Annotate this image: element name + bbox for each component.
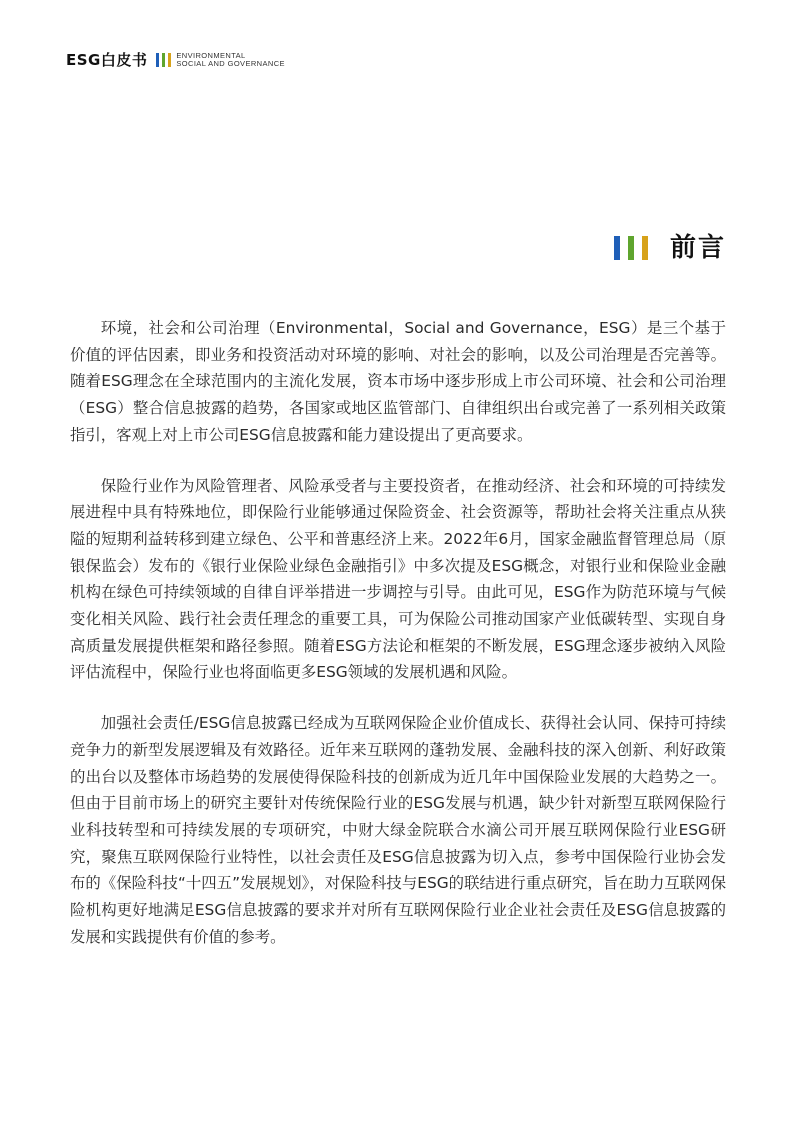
heading-green-bar: [628, 236, 634, 260]
paragraph-3: 加强社会责任/ESG信息披露已经成为互联网保险企业价值成长、获得社会认同、保持可持续竞争力的新型发展逻辑及有效路径。近年来互联网的蓬勃发展、金融科技的深入创新、利好政策的出台以及整体市场趋势的发展使得保险科技的创新成为近几年中国保险业发展的大趋势之一。但由于目前市场上的研究主要针对传统保险行业的ESG发展与机遇，缺少针对新型互联网保险行业科技转型和可持续发展的专项研究，中财大绿金院联合水滴公司开展互联网保险行业ESG研究，聚焦互联网保险行业特性，以社会责任及ESG信息披露为切入点，参考中国保险行业协会发布的《保险科技“十四五”发展规划》，对保险科技与ESG的联结进行重点研究，旨在助力互联网保险机构更好地满足ESG信息披露的要求并对所有互联网保险行业企业社会责任及ESG信息披露的发展和实践提供有价值的参考。: [70, 714, 726, 946]
heading-blue-bar: [614, 236, 620, 260]
paragraph-1: 环境，社会和公司治理（Environmental，Social and Governance，ESG）是三个基于价值的评估因素，即业务和投资活动对环境的影响、对社会的影响，以及公司治理是否完善等。随着ESG理念在全球范围内的主流化发展，资本市场中逐步形成上市公司环境、社会和公司治理（ESG）整合信息披露的趋势，各国家或地区监管部门、自律组织出台或完善了一系列相关政策指引，客观上对上市公司ESG信息披露和能力建设提出了更高要求。: [70, 319, 726, 444]
paragraph-2: 保险行业作为风险管理者、风险承受者与主要投资者，在推动经济、社会和环境的可持续发展进程中具有特殊地位，即保险行业能够通过保险资金、社会资源等，帮助社会将关注重点从狭隘的短期利益转移到建立绿色、公平和普惠经济上来。2022年6月，国家金融监督管理总局（原银保监会）发布的《银行业保险业绿色金融指引》中多次提及ESG概念，对银行业和保险业金融机构在绿色可持续领域的自律自评举措进一步调控与引导。由此可见，ESG作为防范环境与气候变化相关风险、践行社会责任理念的重要工具，可为保险公司推动国家产业低碳转型、实现自身高质量发展提供框架和路径参照。随着ESG方法论和框架的不断发展，ESG理念逐步被纳入风险评估流程中，保险行业也将面临更多ESG领域的发展机遇和风险。: [70, 476, 726, 682]
gold-bar: [168, 53, 171, 67]
brand-subtitle-line2: SOCIAL AND GOVERNANCE: [176, 59, 285, 68]
brand-subtitle: [176, 52, 285, 68]
body-text: [70, 315, 726, 974]
brand-subtitle-line1: ENVIRONMENTAL: [176, 51, 246, 60]
heading-gold-bar: [642, 236, 648, 260]
brand-color-bars: [156, 52, 174, 68]
page-header: [66, 50, 285, 70]
green-bar: [162, 53, 165, 67]
section-title: 前言: [669, 233, 726, 263]
blue-bar: [156, 53, 159, 67]
section-heading: [614, 232, 726, 264]
heading-color-bars: [614, 236, 656, 260]
brand-title: ESG白皮书: [66, 51, 148, 69]
